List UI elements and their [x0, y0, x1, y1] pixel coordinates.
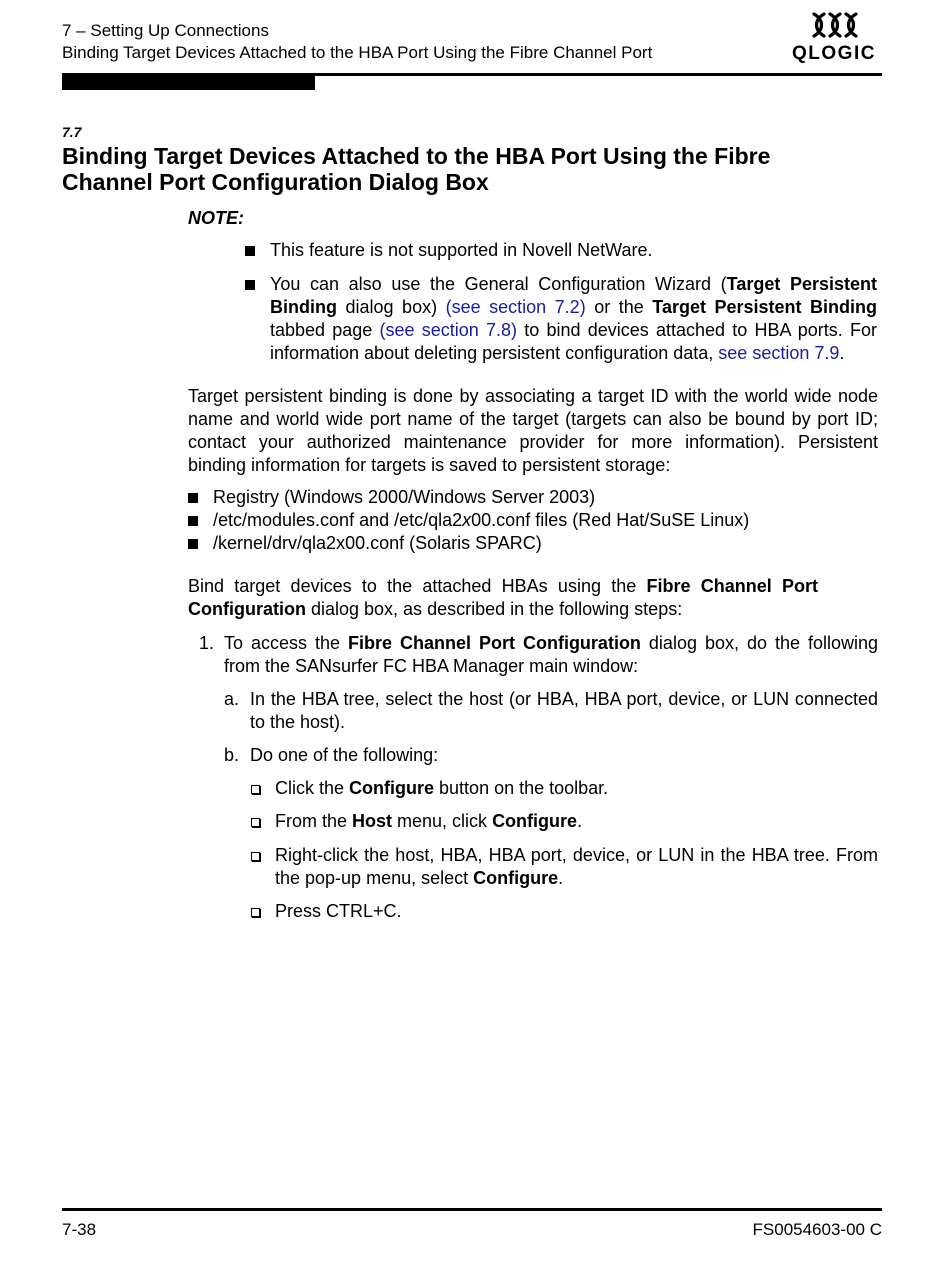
bullet-icon	[188, 516, 198, 526]
checkbox-bullet-icon	[251, 785, 260, 794]
link-section-7-8[interactable]: (see section 7.8)	[379, 320, 518, 340]
storage-item-linux: /etc/modules.conf and /etc/qla2x00.conf files (Red Hat/SuSE Linux)	[213, 510, 750, 530]
checkbox-bullet-icon	[251, 908, 260, 917]
running-header-chapter: 7 – Setting Up Connections	[62, 21, 269, 40]
footer-rule	[62, 1208, 882, 1211]
step-a-label: a.	[224, 689, 240, 709]
step-b-text: Do one of the following:	[250, 745, 439, 765]
running-header-section: Binding Target Devices Attached to the HBA Port Using the Fibre Channel Port	[62, 43, 653, 62]
checkbox-bullet-icon	[251, 818, 260, 827]
header-bar	[62, 76, 315, 90]
document-id: FS0054603-00 C	[752, 1220, 882, 1239]
bullet-icon	[245, 246, 255, 256]
link-section-7-2[interactable]: (see section 7.2)	[445, 297, 586, 317]
intro-paragraph: Target persistent binding is done by associating a target ID with the world wide node name and world wide port name of the target (targets can also be bound by port ID; contact your authorized maintenance provider for more information). Persistent binding information for targets is saved to persistent storage:	[188, 386, 878, 475]
steps-intro-paragraph: Bind target devices to the attached HBAs using the Fibre Channel Port Configuration dialog box, as described in the following steps:	[188, 576, 819, 619]
option-keyboard: Press CTRL+C.	[275, 901, 402, 921]
storage-item-solaris: /kernel/drv/qla2x00.conf (Solaris SPARC)	[213, 533, 542, 553]
link-section-7-9[interactable]: see section 7.9	[718, 343, 840, 363]
step-a-text: In the HBA tree, select the host (or HBA, HBA port, device, or LUN connected to the host).	[250, 689, 878, 732]
note-label: NOTE:	[188, 208, 244, 228]
step-1-number: 1.	[199, 633, 215, 653]
step-1-text: To access the Fibre Channel Port Configuration dialog box, do the following from the SANsurfer FC HBA Manager main window:	[224, 633, 878, 676]
note-item-1: This feature is not supported in Novell NetWare.	[270, 240, 653, 260]
checkbox-bullet-icon	[251, 852, 260, 861]
storage-item-windows: Registry (Windows 2000/Windows Server 2003)	[213, 487, 596, 507]
bullet-icon	[245, 280, 255, 290]
step-b-label: b.	[224, 745, 240, 765]
section-number: 7.7	[62, 124, 82, 140]
qlogic-logo	[790, 8, 882, 68]
option-right-click: Right-click the host, HBA, HBA port, device, or LUN in the HBA tree. From the pop-up menu, select Configure.	[275, 845, 878, 888]
option-toolbar: Click the Configure button on the toolbar.	[275, 778, 609, 798]
section-title: Binding Target Devices Attached to the HBA Port Using the Fibre Channel Port Configuration Dialog Box	[62, 143, 771, 195]
bullet-icon	[188, 539, 198, 549]
bullet-icon	[188, 493, 198, 503]
page-number: 7-38	[62, 1220, 97, 1239]
note-item-2: You can also use the General Configuration Wizard (Target Persistent Binding dialog box) (see section 7.2) or the Target Persistent Binding tabbed page (see section 7.8) to bind devices attached to HBA ports. For information about deleting persistent configuration data, see section 7.9.	[270, 274, 878, 363]
option-host-menu: From the Host menu, click Configure.	[275, 811, 583, 831]
logo-wordmark: QLOGIC	[792, 43, 876, 64]
